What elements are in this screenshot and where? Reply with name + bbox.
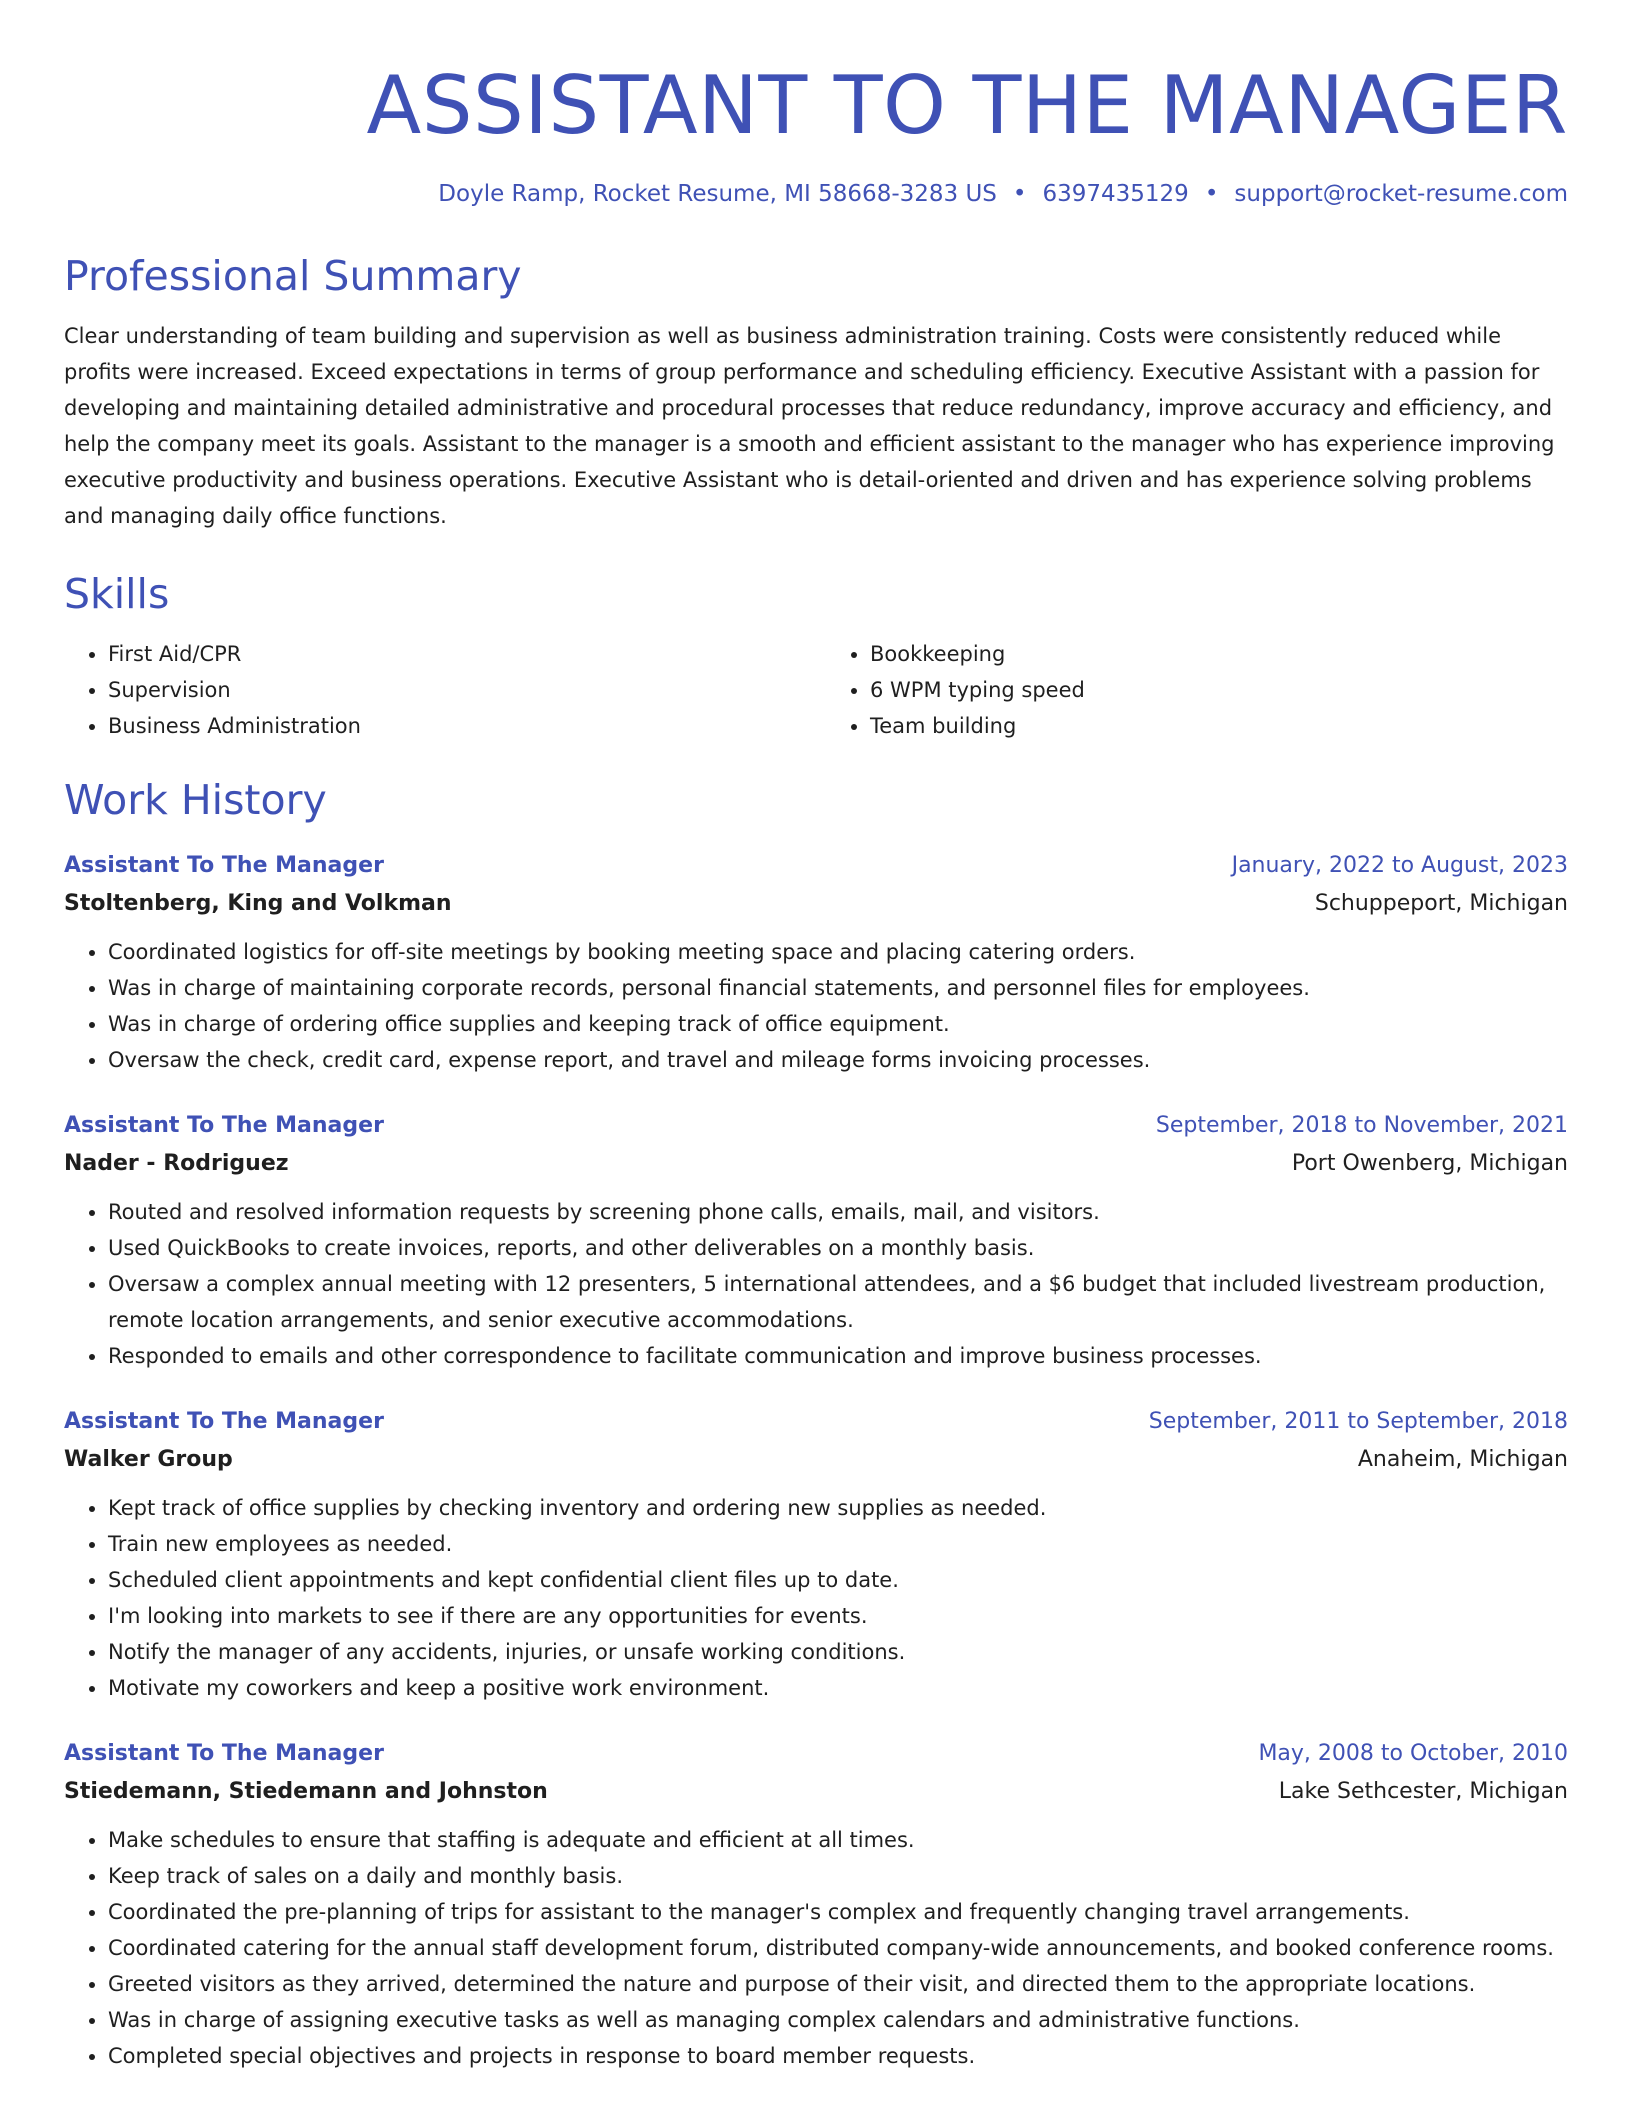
contact-separator: • — [1204, 181, 1219, 207]
skills-heading: Skills — [64, 570, 170, 618]
summary-heading: Professional Summary — [64, 252, 522, 300]
job-dates: September, 2018 to November, 2021 — [1155, 1113, 1568, 1138]
job-location: Port Owenberg, Michigan — [1291, 1151, 1568, 1176]
job-duty: • Was in charge of ordering office supplies and keeping track of office equipment. — [108, 1006, 1568, 1042]
job-location: Schuppeport, Michigan — [1314, 891, 1568, 916]
contact-info — [64, 178, 1568, 210]
job-duty: • Scheduled client appointments and kept confidential client files up to date. — [108, 1562, 1568, 1598]
job-duty: • Train new employees as needed. — [108, 1526, 1568, 1562]
job-header-row — [64, 848, 1568, 884]
job-duty: • Coordinated the pre-planning of trips for assistant to the manager's complex and frequently changing travel arrangements. — [108, 1894, 1568, 1930]
contact-phone: 6397435129 — [1042, 181, 1189, 207]
job-entry — [64, 1736, 1568, 2074]
job-position: Assistant To The Manager — [64, 1409, 384, 1434]
job-entry — [64, 1108, 1568, 1374]
job-duties-list — [64, 1822, 1568, 2074]
job-duty: • Keep track of sales on a daily and monthly basis. — [108, 1858, 1568, 1894]
job-company-row — [64, 1144, 1568, 1184]
skill-item: • 6 WPM typing speed — [870, 672, 1568, 708]
job-duty: • Responded to emails and other correspondence to facilitate communication and improve business processes. — [108, 1338, 1568, 1374]
resume-page — [64, 0, 1568, 2074]
job-duty: • I'm looking into markets to see if there are any opportunities for events. — [108, 1598, 1568, 1634]
skill-item: • First Aid/CPR — [108, 636, 806, 672]
job-company: Stoltenberg, King and Volkman — [64, 891, 452, 916]
job-duty: • Was in charge of maintaining corporate records, personal financial statements, and personnel files for employees. — [108, 970, 1568, 1006]
skill-item: • Bookkeeping — [870, 636, 1568, 672]
work-section — [64, 774, 1568, 2074]
resume-title: ASSISTANT TO THE MANAGER — [366, 59, 1568, 152]
job-duty: • Oversaw the check, credit card, expense report, and travel and mileage forms invoicing processes. — [108, 1042, 1568, 1078]
job-duty: • Make schedules to ensure that staffing is adequate and efficient at all times. — [108, 1822, 1568, 1858]
skill-item: • Team building — [870, 708, 1568, 744]
job-header-row — [64, 1736, 1568, 1772]
job-duty: • Notify the manager of any accidents, injuries, or unsafe working conditions. — [108, 1634, 1568, 1670]
job-duty: • Greeted visitors as they arrived, determined the nature and purpose of their visit, and directed them to the appropriate locations. — [108, 1966, 1568, 2002]
job-duty: • Oversaw a complex annual meeting with 12 presenters, 5 international attendees, and a $6 budget that included livestream production, remote location arrangements, and senior executive accommodations. — [108, 1266, 1568, 1338]
job-duties-list — [64, 1490, 1568, 1706]
contact-address: Doyle Ramp, Rocket Resume, MI 58668-3283 US — [438, 181, 997, 207]
job-company-row — [64, 1772, 1568, 1812]
job-position: Assistant To The Manager — [64, 1113, 384, 1138]
job-company-row — [64, 1440, 1568, 1480]
job-duty: • Routed and resolved information requests by screening phone calls, emails, mail, and visitors. — [108, 1194, 1568, 1230]
job-duty: • Kept track of office supplies by checking inventory and ordering new supplies as needed. — [108, 1490, 1568, 1526]
job-dates: May, 2008 to October, 2010 — [1258, 1741, 1568, 1766]
skill-item: • Supervision — [108, 672, 806, 708]
work-heading: Work History — [64, 776, 327, 824]
skills-section — [64, 568, 1568, 744]
job-duties-list — [64, 934, 1568, 1078]
job-position: Assistant To The Manager — [64, 1741, 384, 1766]
job-duty: • Motivate my coworkers and keep a positive work environment. — [108, 1670, 1568, 1706]
skill-item: • Business Administration — [108, 708, 806, 744]
job-duty: • Used QuickBooks to create invoices, reports, and other deliverables on a monthly basis. — [108, 1230, 1568, 1266]
summary-section — [64, 250, 1568, 534]
job-location: Anaheim, Michigan — [1357, 1447, 1568, 1472]
job-company-row — [64, 884, 1568, 924]
job-company: Walker Group — [64, 1447, 233, 1472]
job-header-row — [64, 1108, 1568, 1144]
job-duty: • Completed special objectives and projects in response to board member requests. — [108, 2038, 1568, 2074]
job-dates: September, 2011 to September, 2018 — [1148, 1409, 1568, 1434]
skills-columns — [64, 636, 1568, 744]
job-duties-list — [64, 1194, 1568, 1374]
job-duty: • Coordinated logistics for off-site meetings by booking meeting space and placing catering orders. — [108, 934, 1568, 970]
job-duty: • Coordinated catering for the annual staff development forum, distributed company-wide announcements, and booked conference rooms. — [108, 1930, 1568, 1966]
job-entry — [64, 1404, 1568, 1706]
contact-separator: • — [1012, 181, 1027, 207]
job-location: Lake Sethcester, Michigan — [1278, 1779, 1568, 1804]
contact-email[interactable]: support@rocket-resume.com — [1234, 181, 1568, 207]
summary-text: Clear understanding of team building and supervision as well as business administration training. Costs were consistently reduced while profits were increased. Exceed expectations in terms of group performance and scheduling efficiency. Executive Assistant with a passion for developing and maintaining detailed administrative and procedural processes that reduce redundancy, improve accuracy and efficiency, and help the company meet its goals. Assistant to the manager is a smooth and efficient assistant to the manager who has experience improving executive productivity and business operations. Executive Assistant who is detail-oriented and driven and has experience solving problems and managing daily office functions. — [64, 324, 1555, 528]
skills-list-left — [64, 636, 806, 744]
job-position: Assistant To The Manager — [64, 853, 384, 878]
job-dates: January, 2022 to August, 2023 — [1231, 853, 1568, 878]
job-duty: • Was in charge of assigning executive tasks as well as managing complex calendars and administrative functions. — [108, 2002, 1568, 2038]
job-company: Nader - Rodriguez — [64, 1151, 289, 1176]
job-company: Stiedemann, Stiedemann and Johnston — [64, 1779, 548, 1804]
skills-list-right — [826, 636, 1568, 744]
job-entry — [64, 848, 1568, 1078]
job-header-row — [64, 1404, 1568, 1440]
